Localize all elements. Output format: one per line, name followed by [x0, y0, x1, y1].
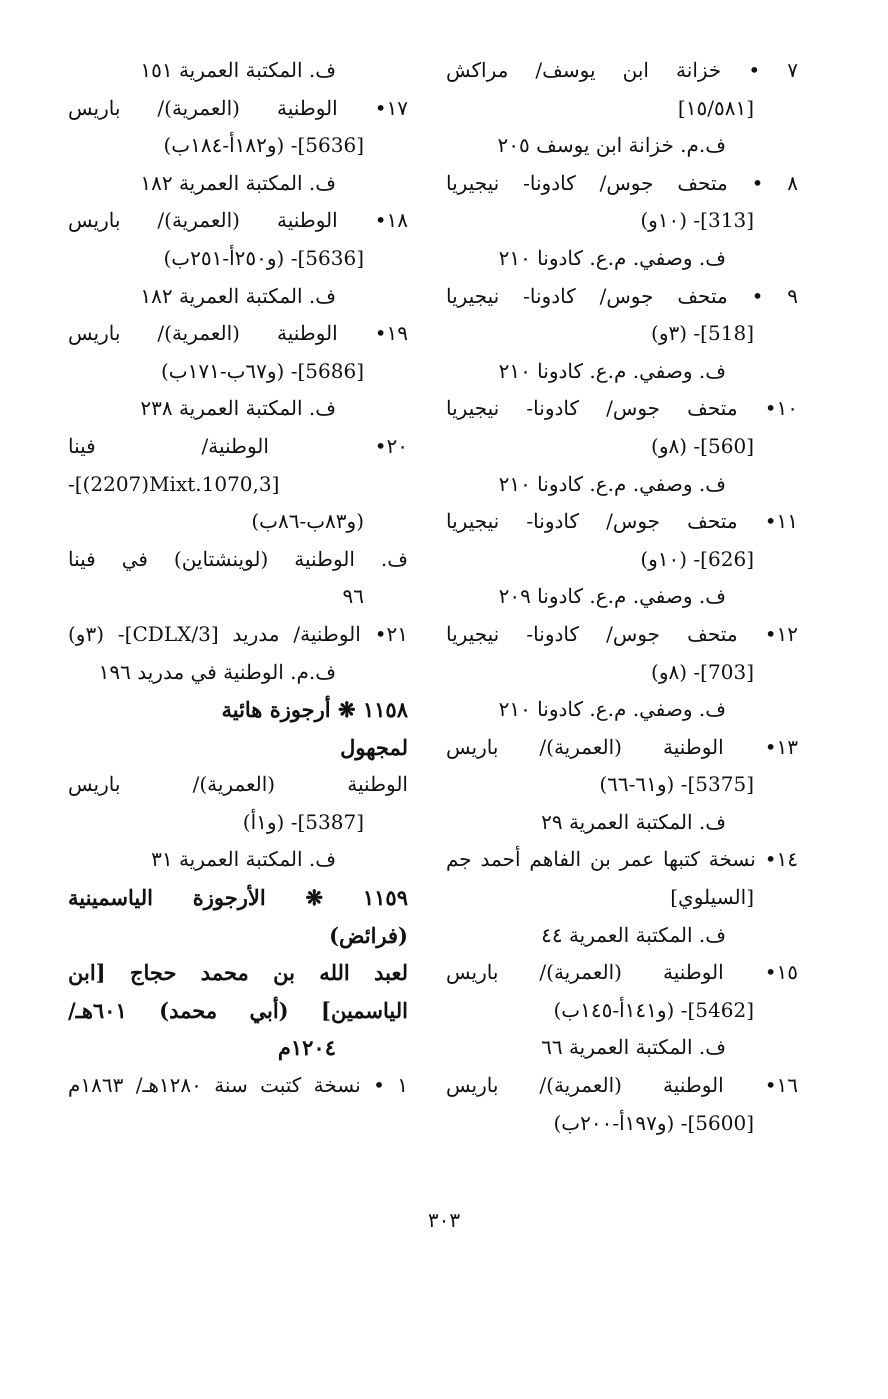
text-line: ٩ • متحف جوس/ كادونا- نيجيريا [446, 283, 798, 308]
text-line: ف. المكتبة العمرية ٢٩ [541, 809, 726, 834]
text-line: الياسمين] (أبي محمد) ٦٠١هـ/ [68, 997, 408, 1023]
text-line: [518]- (٣و) [651, 321, 754, 346]
text-line: ٢٠• الوطنية/ فينا [68, 433, 408, 458]
text-line: ف. المكتبة العمرية ٦٦ [541, 1035, 726, 1060]
text-line: ١٧• الوطنية (العمرية)/ باريس [68, 95, 408, 120]
text-line: [5636]- (و١٨٢أ-١٨٤ب) [163, 133, 364, 158]
text-line: ف. وصفي. م.ع. كادونا ٢١٠ [498, 245, 726, 270]
text-line: ١٢٠٤م [277, 1035, 336, 1061]
text-line: ٨ • متحف جوس/ كادونا- نيجيريا [446, 170, 798, 195]
text-line: ٩٦ [342, 584, 364, 609]
text-line: الوطنية (العمرية)/ باريس [68, 772, 408, 797]
text-line: ٧ • خزانة ابن يوسف/ مراكش [446, 58, 798, 82]
text-line: [5375]- (و٦١-٦٦) [599, 772, 754, 797]
text-line: ١ • نسخة كتبت سنة ١٢٨٠هـ/ ١٨٦٣م [68, 1073, 408, 1098]
left-column [68, 52, 408, 1105]
text-line: ١٥• الوطنية (العمرية)/ باريس [446, 960, 798, 985]
text-line: [١٥/٥٨١] [677, 95, 754, 120]
text-line: [5462]- (و١٤١أ-١٤٥ب) [553, 997, 754, 1022]
text-line: [5686]- (و٦٧ب-١٧١ب) [160, 358, 364, 383]
text-line: ١٩• الوطنية (العمرية)/ باريس [68, 321, 408, 346]
text-line: ١٦• الوطنية (العمرية)/ باريس [446, 1073, 798, 1098]
text-line: ف. وصفي. م.ع. كادونا ٢١٠ [498, 358, 726, 383]
text-line: [626]- (١٠و) [640, 546, 754, 571]
text-line: ف. الوطنية (لوينشتاين) في فينا [68, 546, 408, 571]
text-line: [5636]- (و٢٥٠أ-٢٥١ب) [163, 245, 364, 270]
text-line: ١١٥٩ ❋ الأرجوزة الياسمينية [68, 885, 408, 911]
text-line: [5600]- (و١٩٧أ-٢٠٠ب) [553, 1110, 754, 1135]
text-line: ١٢• متحف جوس/ كادونا- نيجيريا [446, 621, 798, 646]
text-line: ف. وصفي. م.ع. كادونا ٢١٠ [498, 471, 726, 496]
text-line: ف.م. الوطنية في مدريد ١٩٦ [98, 659, 336, 684]
text-line: ف. المكتبة العمرية ٣١ [151, 847, 336, 872]
text-line: ف. المكتبة العمرية ١٥١ [140, 58, 336, 82]
text-line: ٢١• الوطنية/ مدريد [CDLX/3]- (٣و) [68, 621, 408, 646]
text-line: ١٣• الوطنية (العمرية)/ باريس [446, 734, 798, 759]
text-line: ١١• متحف جوس/ كادونا- نيجيريا [446, 509, 798, 534]
text-line: ف. المكتبة العمرية ٤٤ [541, 922, 726, 947]
text-line: لعبد الله بن محمد حجاج [ابن [68, 960, 408, 986]
text-line: -[(2207)Mixt.1070,3] [68, 471, 280, 496]
text-line: [703]- (٨و) [651, 659, 754, 684]
text-line: لمجهول [340, 734, 408, 760]
text-line: (فرائض) [329, 922, 408, 948]
text-line: ١١٥٨ ❋ أرجوزة هائية [221, 697, 408, 723]
text-line: ف. وصفي. م.ع. كادونا ٢١٠ [498, 697, 726, 722]
text-line: ف. وصفي. م.ع. كادونا ٢٠٩ [498, 584, 726, 609]
text-line: ف. المكتبة العمرية ٢٣٨ [140, 396, 336, 421]
right-column [446, 52, 798, 1142]
text-line: ١٠• متحف جوس/ كادونا- نيجيريا [446, 396, 798, 421]
text-line: [5387]- (و١أ) [242, 809, 364, 834]
text-line: [السيلوي] [670, 885, 754, 910]
text-line: ١٨• الوطنية (العمرية)/ باريس [68, 208, 408, 233]
text-line: [313]- (١٠و) [640, 208, 754, 233]
text-line: ف.م. خزانة ابن يوسف ٢٠٥ [497, 133, 726, 158]
text-line: ف. المكتبة العمرية ١٨٢ [140, 170, 336, 195]
text-line: ١٤• نسخة كتبها عمر بن الفاهم أحمد جم [446, 847, 798, 872]
text-line: [560]- (٨و) [651, 433, 754, 458]
text-line: (و٨٣ب-٨٦ب) [251, 509, 364, 534]
page-number: ٣٠٣ [427, 1208, 461, 1232]
text-line: ف. المكتبة العمرية ١٨٢ [140, 283, 336, 308]
